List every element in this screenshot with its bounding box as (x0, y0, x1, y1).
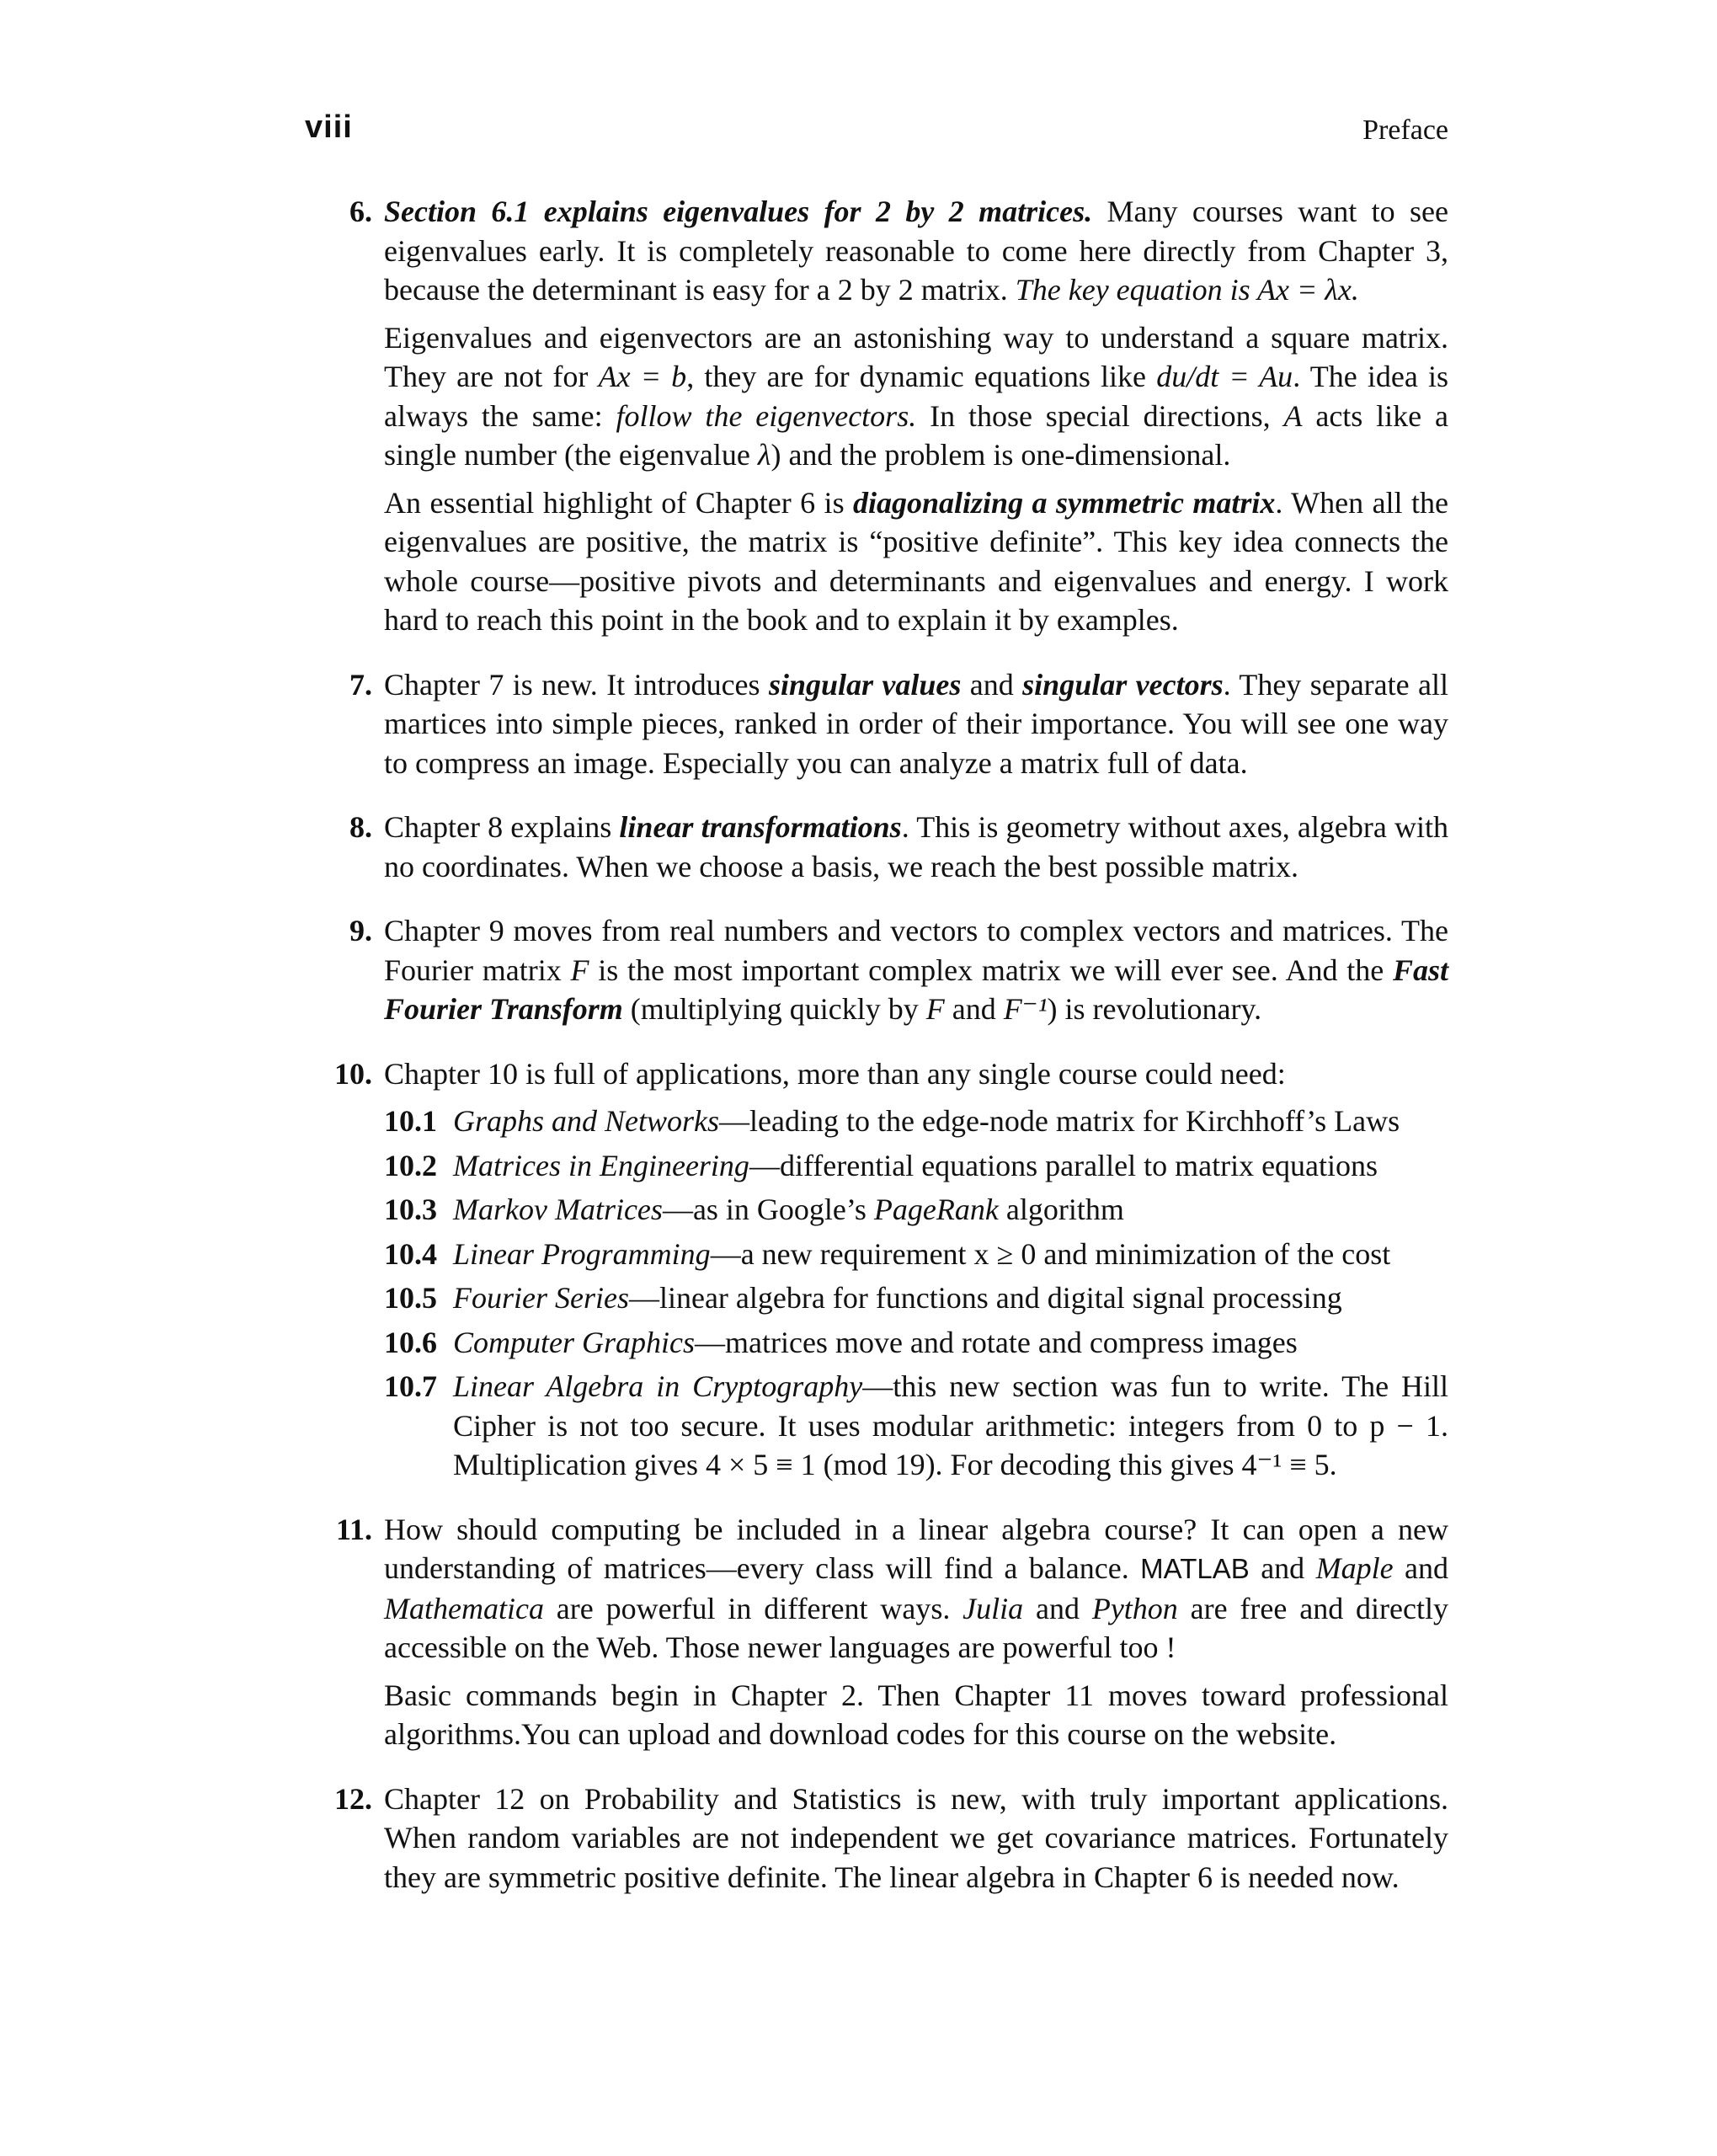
item-number: 6. (349, 195, 372, 228)
sub-item (384, 1323, 1448, 1363)
math: F⁻¹ (1003, 992, 1048, 1026)
matlab-name: MATLAB (1140, 1553, 1250, 1584)
text: . The idea is always the same: (384, 360, 1448, 433)
page-number: viii (305, 109, 353, 145)
text: and (1023, 1591, 1092, 1625)
preface-list (305, 192, 1448, 1922)
page-header (305, 109, 1448, 152)
text: are free and directly accessible on the Web. Those newer languages are powerful too ! (384, 1591, 1448, 1664)
emphasis: Julia (962, 1591, 1024, 1625)
paragraph (384, 483, 1448, 640)
emphasis: follow the eigenvectors. (616, 398, 917, 433)
text: An essential highlight of Chapter 6 is (384, 485, 854, 520)
math: du/dt = Au (1156, 360, 1293, 393)
item-number: 12. (334, 1781, 372, 1816)
text: . When all the eigenvalues are positive, the matrix is “positive definite”. This key idea connects the whole course—positive pivots and determinants and eigenvalues and energy. I work hard to reach this point in the book and to explain it by examples. (384, 485, 1448, 637)
sub-number: 10.3 (384, 1193, 437, 1226)
text: (multiplying quickly by (622, 992, 926, 1026)
item-number: 11. (335, 1512, 372, 1546)
sub-title: Linear Programming (453, 1236, 711, 1271)
text: —as in Google’s (662, 1193, 874, 1226)
emphasis: Python (1091, 1591, 1178, 1625)
list-item-9 (305, 911, 1448, 1029)
text: —leading to the edge-node matrix for Kirchhoff’s Laws (719, 1104, 1400, 1138)
list-item-10 (305, 1054, 1448, 1485)
sub-number: 10.7 (384, 1369, 437, 1403)
text: Many courses want to see eigenvalues early. It is completely reasonable to come here directly from Chapter 3, because the determinant is easy for a 2 by 2 matrix. (384, 195, 1449, 307)
bold-italic-term: singular vectors (1022, 667, 1224, 702)
text: acts like a single number (the eigenvalue (384, 398, 1449, 472)
sub-item (384, 1367, 1448, 1485)
item-number: 7. (349, 667, 372, 702)
paragraph: Chapter 10 is full of applications, more than any single course could need: (384, 1056, 1286, 1091)
math: F (570, 953, 589, 987)
sub-title: Markov Matrices (453, 1193, 663, 1226)
list-item-6 (305, 192, 1448, 640)
text: . They separate all martices into simple pieces, ranked in order of their importance. You will see one way to compress an image. Especially you can analyze a matrix full of data. (384, 667, 1448, 780)
bold-italic-term: singular values (768, 667, 962, 702)
text: are powerful in different ways. (543, 1591, 963, 1625)
text: —differential equations parallel to matrix equations (749, 1148, 1378, 1182)
text: —this new section was fun to write. The Hill Cipher is not too secure. It uses modular arithmetic: integers from 0 to p − 1. Multiplication gives 4 × 5 ≡ 1 (mod 19). For decoding this gives 4⁻¹ ≡ 5. (453, 1369, 1448, 1481)
bold-italic-term: diagonalizing a symmetric matrix (853, 485, 1276, 520)
sub-item (384, 1146, 1448, 1186)
emphasis: Mathematica (384, 1591, 544, 1625)
text: Chapter 9 moves from real numbers and vectors to complex vectors and matrices. The Fourier matrix (384, 914, 1448, 987)
emphasis: PageRank (873, 1193, 999, 1226)
math: Ax = b (598, 360, 687, 393)
list-item-8 (305, 808, 1448, 886)
sub-number: 10.6 (384, 1325, 437, 1359)
emphasis: Maple (1315, 1551, 1394, 1585)
list-item-11 (305, 1510, 1448, 1754)
item-number: 8. (349, 810, 372, 844)
text: In those special directions, (916, 398, 1284, 433)
running-head: Preface (1362, 115, 1448, 146)
text: and (1393, 1551, 1449, 1585)
math: F (925, 992, 945, 1026)
paragraph (384, 911, 1448, 1029)
sub-number: 10.4 (384, 1236, 437, 1271)
text: and (944, 992, 1004, 1026)
paragraph (384, 665, 1448, 783)
text: , they are for dynamic equations like (686, 360, 1157, 393)
paragraph: Chapter 12 on Probability and Statistics is new, with truly important applications. When random variables are not independent we get covariance matrices. Fortunately they are symmetric positive definite. The linear algebra in Chapter 6 is needed now. (384, 1781, 1448, 1894)
text: —a new requirement x ≥ 0 and minimization of the cost (710, 1236, 1391, 1271)
paragraph (384, 192, 1448, 310)
sub-title: Computer Graphics (453, 1325, 695, 1359)
text: —linear algebra for functions and digital signal processing (628, 1281, 1342, 1315)
sub-item (384, 1235, 1448, 1274)
sub-number: 10.5 (384, 1281, 437, 1315)
item-number: 10. (334, 1056, 372, 1091)
math: λ (757, 438, 771, 472)
bold-italic-term: linear transformations (619, 810, 902, 844)
text: Chapter 8 explains (384, 810, 620, 844)
text: How should computing be included in a linear algebra course? It can open a new understanding of matrices—every class will find a balance. (384, 1512, 1448, 1585)
sub-number: 10.2 (384, 1148, 437, 1182)
text: Eigenvalues and eigenvectors are an astonishing way to understand a square matrix. They are not for (384, 320, 1448, 393)
text: —matrices move and rotate and compress images (695, 1325, 1298, 1359)
list-item-12 (305, 1780, 1448, 1897)
paragraph: Basic commands begin in Chapter 2. Then Chapter 11 moves toward professional algorithms.You can upload and download codes for this course on the website. (384, 1678, 1448, 1751)
text: ) and the problem is one-dimensional. (771, 438, 1231, 472)
bold-italic-term: Fast Fourier Transform (384, 953, 1448, 1026)
paragraph (384, 318, 1448, 475)
paragraph (384, 1510, 1448, 1668)
sub-title: Linear Algebra in Cryptography (453, 1369, 863, 1403)
text: and (1249, 1551, 1316, 1585)
paragraph (384, 808, 1448, 886)
text: . This is geometry without axes, algebra with no coordinates. When we choose a basis, we reach the best possible matrix. (384, 810, 1449, 883)
sub-title: Matrices in Engineering (453, 1148, 749, 1182)
key-equation: The key equation is Ax = λx. (1015, 273, 1359, 307)
text: Chapter 7 is new. It introduces (384, 667, 769, 702)
sub-number: 10.1 (384, 1104, 437, 1138)
sub-item (384, 1102, 1448, 1141)
text: and (961, 667, 1023, 702)
bold-italic-lead: Section 6.1 explains eigenvalues for 2 by 2 matrices. (384, 195, 1093, 228)
sub-title: Graphs and Networks (453, 1104, 720, 1138)
text: algorithm (998, 1193, 1124, 1226)
sublist (384, 1102, 1448, 1485)
text: is the most important complex matrix we will ever see. And the (589, 953, 1393, 987)
list-item-7 (305, 665, 1448, 783)
sub-item (384, 1278, 1448, 1318)
sub-title: Fourier Series (453, 1281, 629, 1315)
text: ) is revolutionary. (1047, 992, 1262, 1026)
math: A (1283, 398, 1303, 433)
item-number: 9. (349, 914, 372, 947)
sub-item (384, 1190, 1448, 1230)
